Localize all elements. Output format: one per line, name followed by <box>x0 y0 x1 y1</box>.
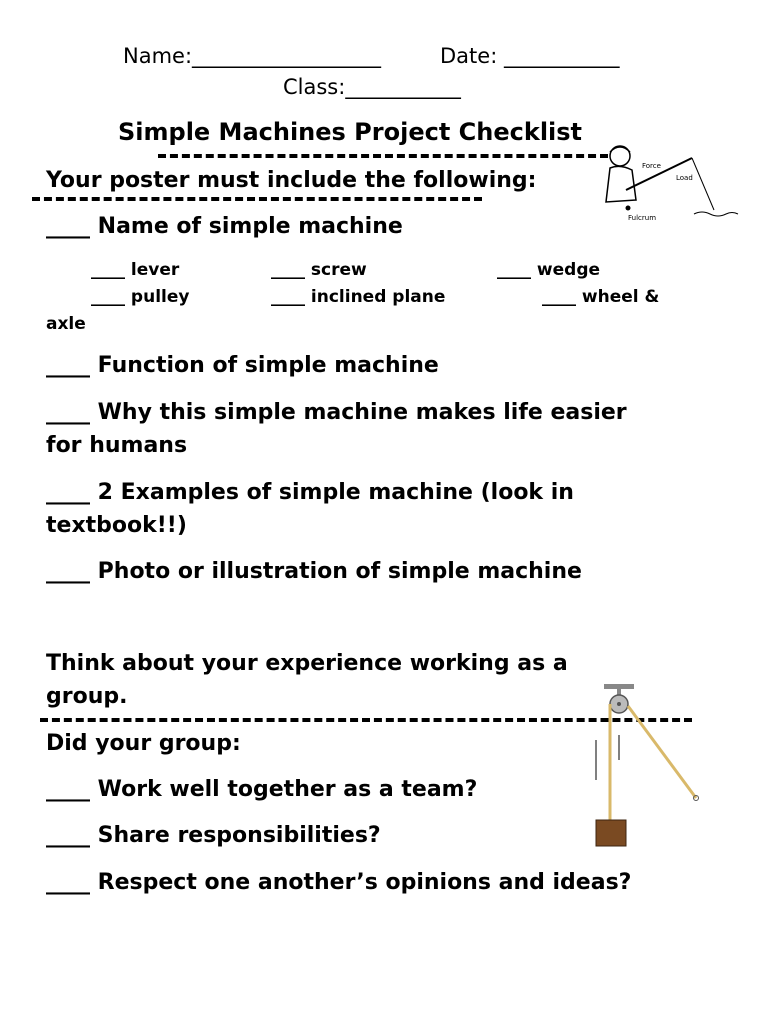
machine-lever: ____ lever <box>91 260 180 280</box>
ceiling-bar <box>604 684 634 689</box>
rope-to-effort <box>628 706 696 798</box>
pulley-figure <box>586 680 726 850</box>
group-intro-cont: group. <box>46 684 128 709</box>
group-intro: Think about your experience working as a <box>46 651 568 676</box>
date-field[interactable]: Date: ___________ <box>440 44 620 68</box>
item-respect: ____ Respect one another’s opinions and ideas? <box>46 870 632 895</box>
item-photo: ____ Photo or illustration of simple machine <box>46 559 582 584</box>
item-examples: ____ 2 Examples of simple machine (look in <box>46 480 574 505</box>
load-label: Load <box>676 174 693 182</box>
load-box <box>596 820 626 846</box>
item-name-of-machine: ____ Name of simple machine <box>46 214 403 239</box>
item-why-easier: ____ Why this simple machine makes life easier <box>46 400 627 425</box>
item-share: ____ Share responsibilities? <box>46 823 381 848</box>
water-ripples <box>694 212 738 216</box>
class-field[interactable]: Class:___________ <box>283 75 461 99</box>
machine-screw: ____ screw <box>271 260 367 280</box>
item-why-easier-cont: for humans <box>46 433 188 458</box>
person-hair <box>610 147 630 152</box>
poster-intro: Your poster must include the following: <box>46 168 537 193</box>
lever-figure <box>596 140 746 230</box>
fulcrum-point <box>626 206 631 211</box>
machine-wheel-axle-cont: axle <box>46 314 86 334</box>
fishing-line <box>692 158 714 210</box>
pulley-axle <box>617 702 621 706</box>
item-function: ____ Function of simple machine <box>46 353 439 378</box>
machine-pulley: ____ pulley <box>91 287 190 307</box>
machine-wedge: ____ wedge <box>497 260 601 280</box>
machine-inclined-plane: ____ inclined plane <box>271 287 446 307</box>
person-body <box>606 166 636 202</box>
group-question: Did your group: <box>46 731 241 756</box>
name-field[interactable]: Name:__________________ <box>123 44 382 68</box>
page-title: Simple Machines Project Checklist <box>118 118 583 146</box>
force-label: Force <box>642 162 661 170</box>
poster-divider <box>32 197 482 201</box>
machine-wheel-axle: ____ wheel & <box>542 287 660 307</box>
fulcrum-label: Fulcrum <box>628 214 657 222</box>
title-divider <box>158 154 608 158</box>
item-team: ____ Work well together as a team? <box>46 777 478 802</box>
item-examples-cont: textbook!!) <box>46 513 187 538</box>
